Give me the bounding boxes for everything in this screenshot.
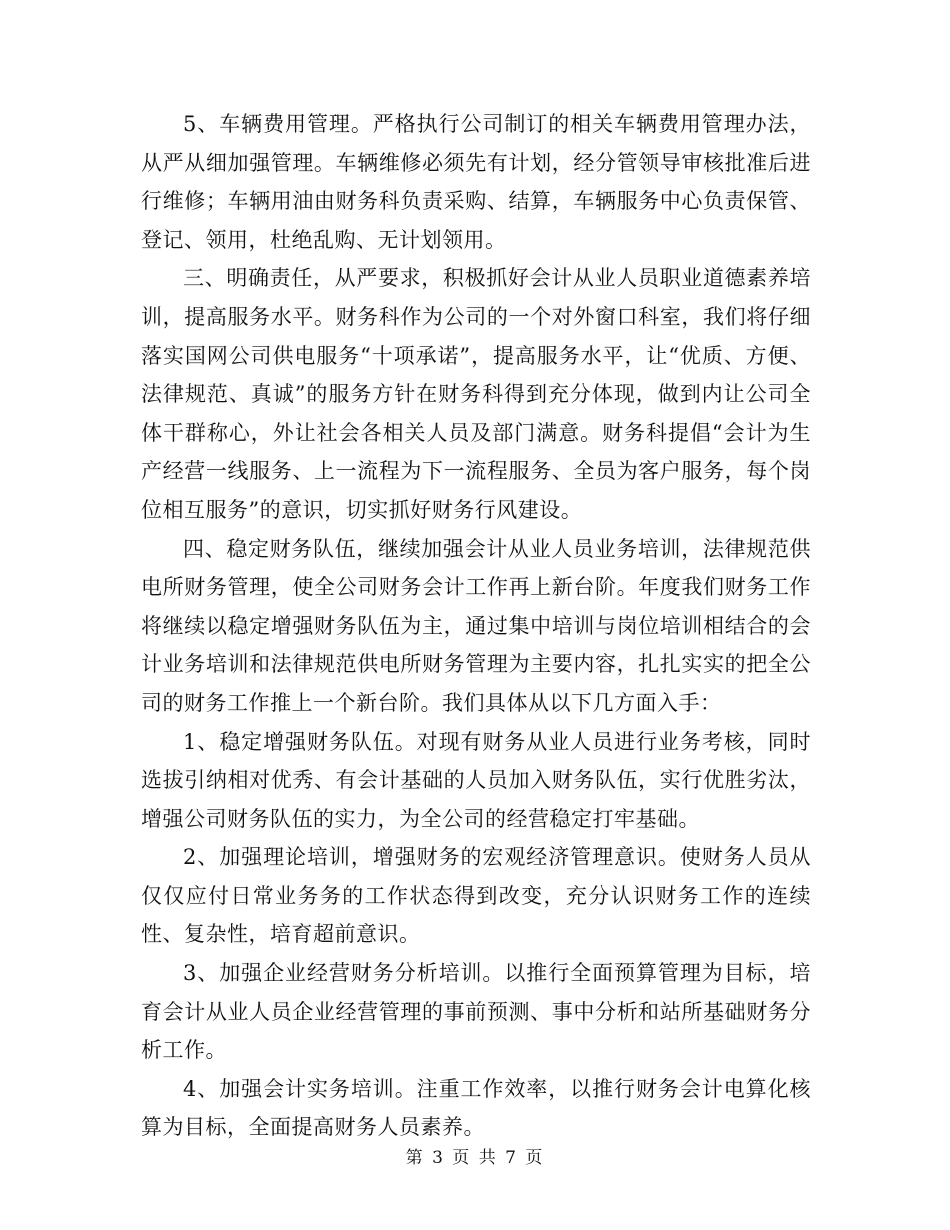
document-body — [141, 105, 811, 1147]
page-number: 第 3 页 共 7 页 — [405, 1148, 545, 1168]
paragraph-item-1-team-strength: 1、稳定增强财务队伍。对现有财务从业人员进行业务考核，同时选拔引纳相对优秀、有会计基础的人员加入财务队伍，实行优胜劣汰，增强公司财务队伍的实力，为全公司的经营稳定打牢基础。 — [141, 729, 811, 831]
paragraph-item-2-theory-training: 2、加强理论培训，增强财务的宏观经济管理意识。使财务人员从仅仅应付日常业务务的工作状态得到改变，充分认识财务工作的连续性、复杂性，培育超前意识。 — [141, 845, 811, 947]
paragraph-stabilize-finance-team: 四、稳定财务队伍，继续加强会计从业人员业务培训，法律规范供电所财务管理，使全公司财务会计工作再上新台阶。年度我们财务工作将继续以稳定增强财务队伍为主，通过集中培训与岗位培训相结合的会计业务培训和法律规范供电所财务管理为主要内容，扎扎实实的把全公司的财务工作推上一个新台阶。我们具体从以下几方面入手： — [141, 536, 811, 715]
paragraph-item-3-analysis-training: 3、加强企业经营财务分析培训。以推行全面预算管理为目标，培育会计从业人员企业经营管理的事前预测、事中分析和站所基础财务分析工作。 — [141, 961, 811, 1063]
paragraph-item-4-practice-training: 4、加强会计实务培训。注重工作效率，以推行财务会计电算化核算为目标，全面提高财务人员素养。 — [141, 1076, 811, 1140]
paragraph-vehicle-cost-management: 5、车辆费用管理。严格执行公司制订的相关车辆费用管理办法，从严从细加强管理。车辆维修必须先有计划，经分管领导审核批准后进行维修；车辆用油由财务科负责采购、结算，车辆服务中心负责保管、登记、领用，杜绝乱购、无计划领用。 — [141, 112, 811, 252]
paragraph-responsibility-ethics-training: 三、明确责任，从严要求，积极抓好会计从业人员职业道德素养培训，提高服务水平。财务科作为公司的一个对外窗口科室，我们将仔细落实国网公司供电服务“十项承诺”，提高服务水平，让“优质、方便、法律规范、真诚”的服务方针在财务科得到充分体现，做到内让公司全体干群称心，外让社会各相关人员及部门满意。财务科提倡“会计为生产经营一线服务、上一流程为下一流程服务、全员为客户服务，每个岗位相互服务”的意识，切实抓好财务行风建设。 — [141, 266, 811, 522]
